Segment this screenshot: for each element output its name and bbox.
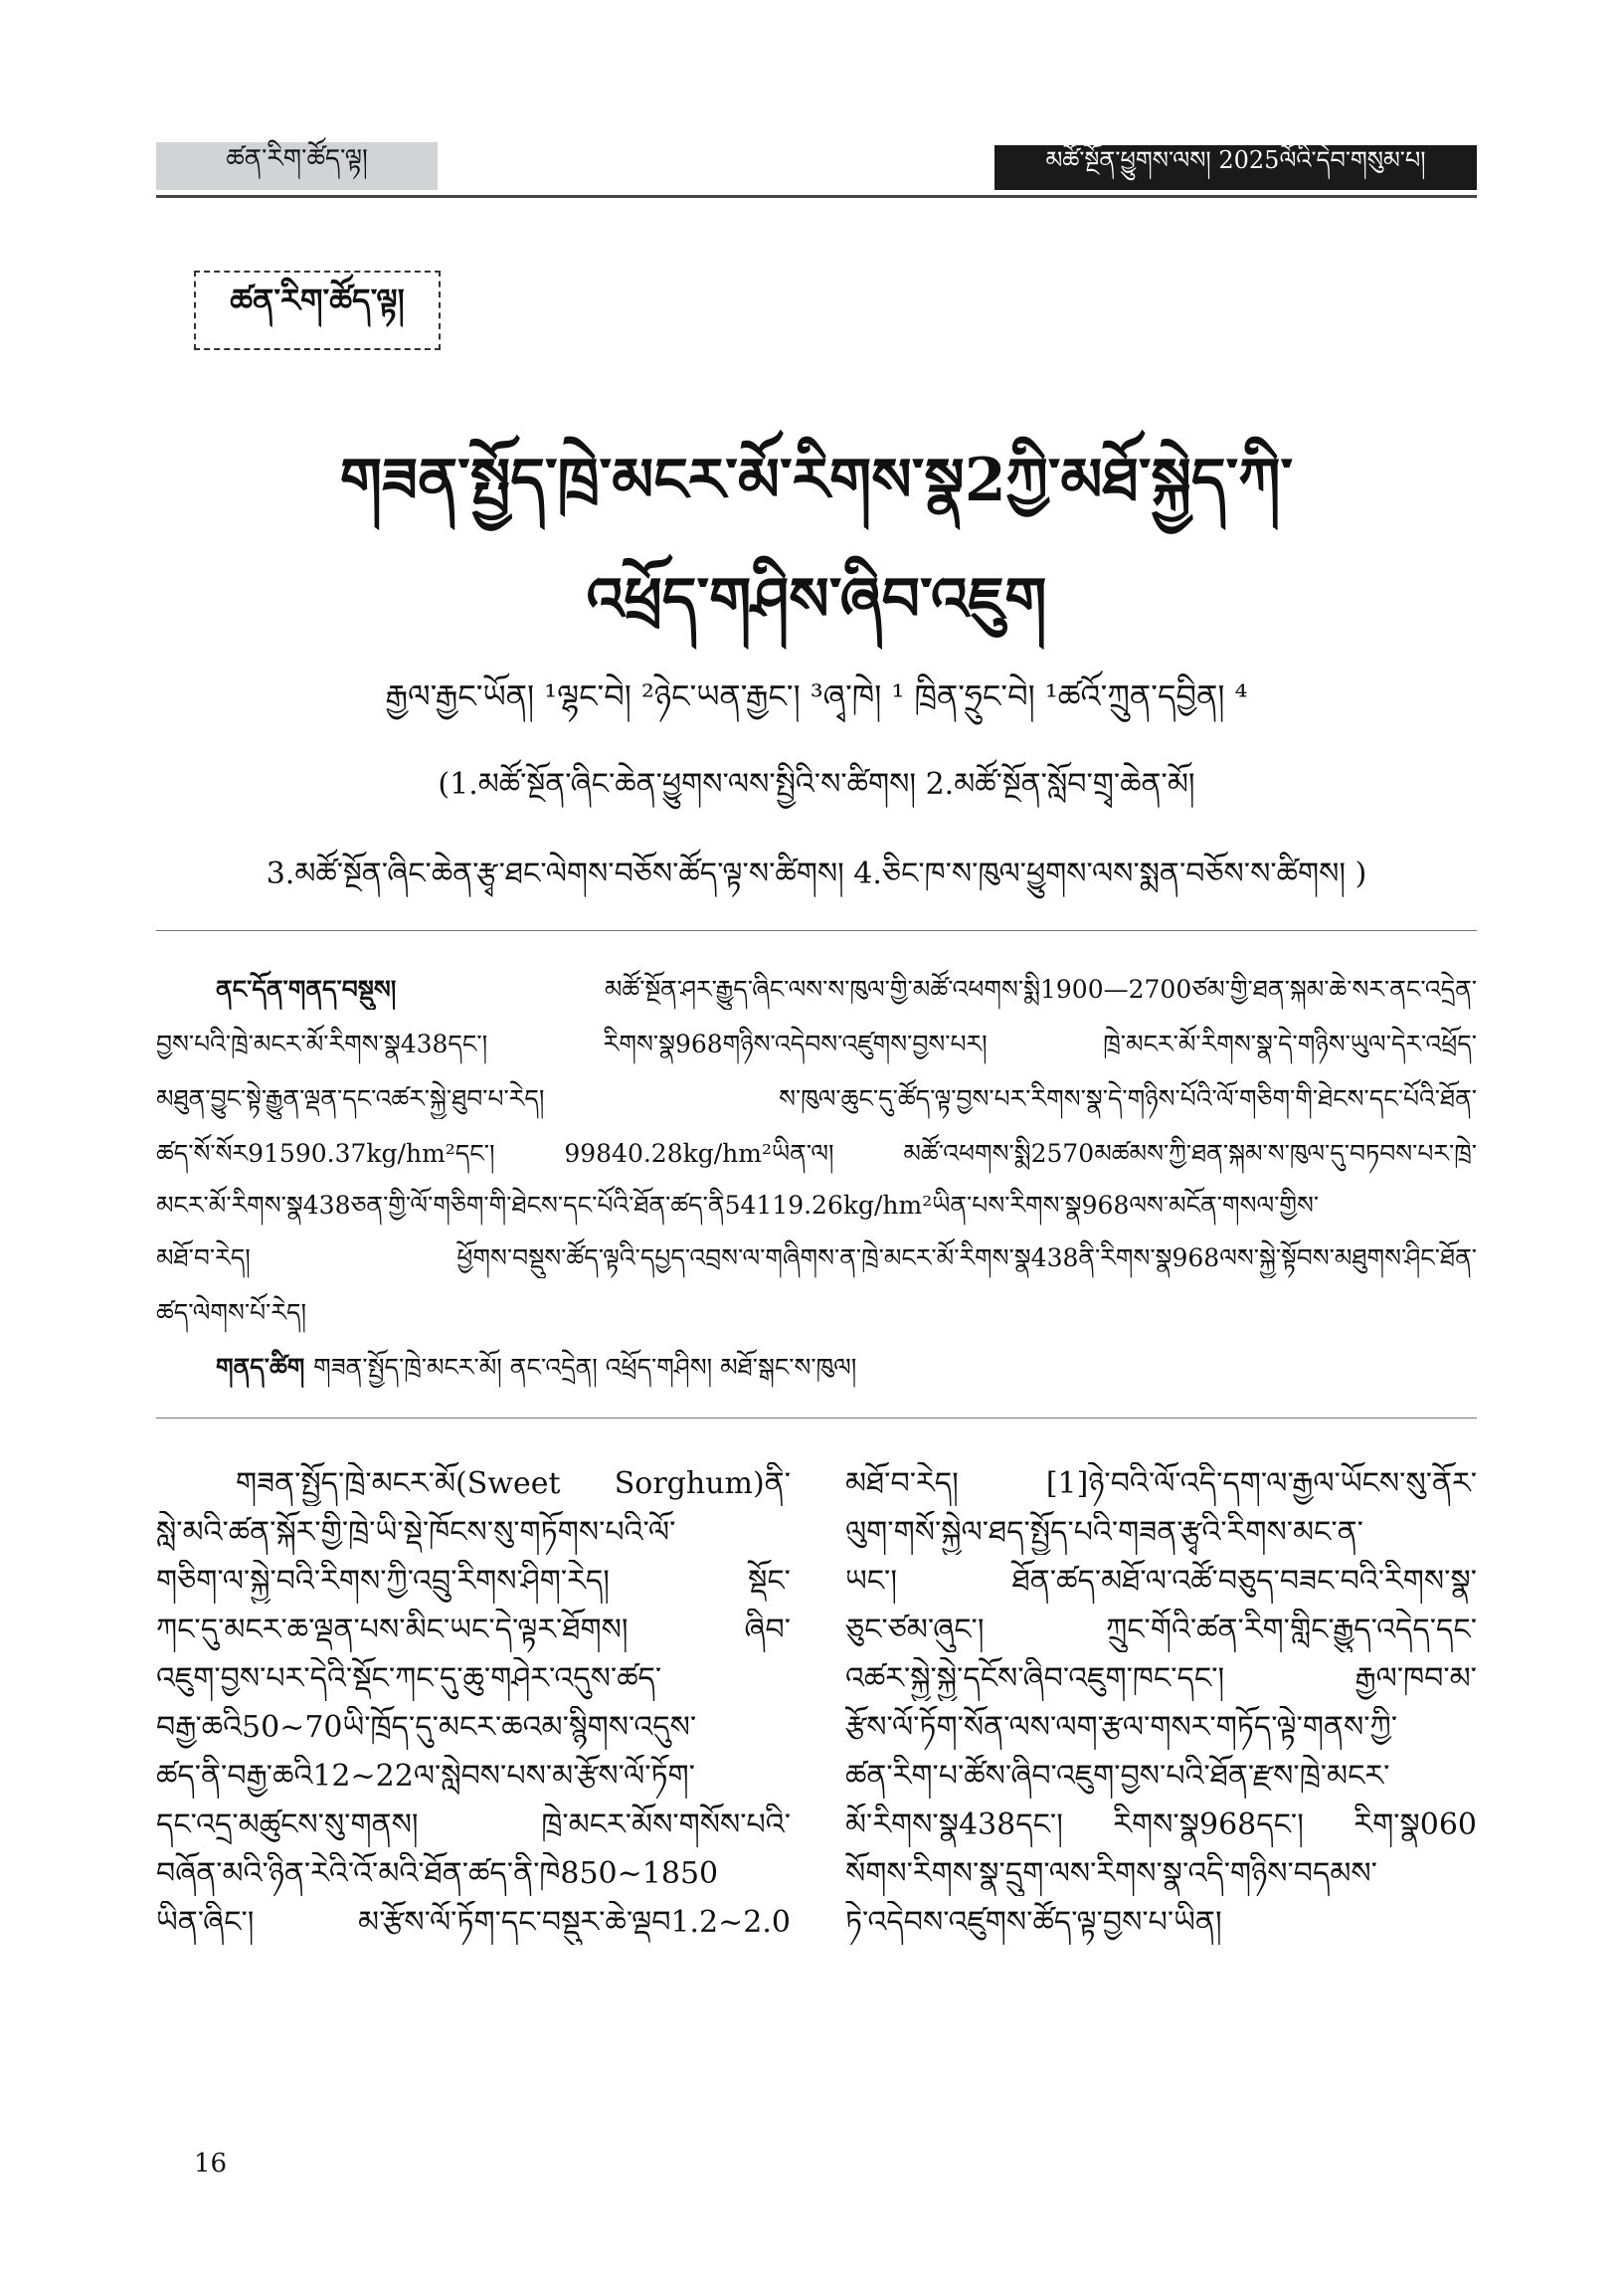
affiliation-line-1: (1.མཚོ་སྔོན་ཞིང་ཆེན་ཕྱུགས་ལས་སྤྱིའི་ས་ཚིགས། 2.མཚོ་སྔོན་སློབ་གྲྭ་ཆེན་མོ། — [438, 767, 1195, 802]
abstract-line: ཚད་སོ་སོར91590.37kg/hm²དང་། 99840.28kg/hm²ཡིན་ལ། མཚོ་འཕགས་སྨི2570མཚམས་ཀྱི་ཐན་སྐམ་ས་ཁུལ་དུ་བཏབས་པར་ཁྲེ་ — [156, 1139, 1477, 1168]
body-line: སླེ་མའི་ཚན་སྐོར་གྱི་ཁྲེ་ཡི་སྡེ་ཁོངས་སུ་གཏོགས་པའི་ལོ་ — [156, 1515, 676, 1550]
section-label: ཚན་རིག་ཚོད་ལྟ། — [230, 282, 405, 319]
article-title-line-1: གཟན་སྤྱོད་ཁྲེ་མངར་མོ་རིགས་སྣ2ཀྱི་མཐོ་སྐྱེད་ཀི་ — [339, 446, 1294, 515]
journal-issue-label: མཚོ་སྔོན་ཕྱུགས་ལས། 2025ལོའི་དེབ་གསུམ་པ། — [1045, 146, 1426, 174]
body-line: དང་འདྲ་མཚུངས་སུ་གནས། ཁྲེ་མངར་མོས་གསོས་པའི་ — [156, 1807, 791, 1842]
body-line: མོ་རིགས་སྣ438དང་། རིགས་སྣ968དང་། རིག་སྣ060 — [845, 1807, 1477, 1842]
abstract-bottom-divider — [156, 1418, 1477, 1419]
journal-header — [994, 145, 1477, 190]
body-line: བརྒྱ་ཆའི50~70ཡི་ཁྲོད་དུ་མངར་ཆའམ་སྙིགས་འདུས་ — [156, 1710, 697, 1745]
section-label-box — [194, 271, 441, 350]
body-line: མཐོ་བ་རེད། [1]ཉེ་བའི་ལོ་འདི་དག་ལ་རྒྱལ་ཡོངས་སུ་ནོར་ — [845, 1466, 1477, 1501]
body-line: འཚར་སྐྱེ་སྐྱེ་དངོས་ཞིབ་འཇུག་ཁང་དང་། རྒྱལ་ཁབ་མ་ — [845, 1661, 1477, 1696]
section-header-label: ཚན་རིག་ཚོད་ལྟ། — [226, 143, 368, 174]
page-number: 16 — [194, 2149, 228, 2179]
abstract-line: མངར་མོ་རིགས་སྣ438ཅན་གྱི་ལོ་གཅིག་གི་ཐེངས་དང་པོའི་ཐོན་ཚད་ནི54119.26kg/hm²ཡིན་པས་རིགས་སྣ968ལས་མངོན་གསལ་གྱིས་ — [156, 1191, 1320, 1220]
affiliation-line-2: 3.མཚོ་སྔོན་ཞིང་ཆེན་རྩྭ་ཐང་ལེགས་བཅོས་ཚོད་ལྟ་ས་ཚིགས། 4.ཅིང་ཁ་ས་ཁུལ་ཕྱུགས་ལས་སྨན་བཅོས་ས་ཚིགས། ) — [266, 856, 1367, 891]
body-line: ལུག་གསོ་སྐྱེལ་ཐད་སྤྱོད་པའི་གཟན་རྩྭའི་རིགས་མང་ན་ — [845, 1515, 1363, 1550]
body-line: ཚད་ནི་བརྒྱ་ཆའི12~22ལ་སླེབས་པས་མ་རྩོས་ལོ་ཏོག་ — [156, 1759, 695, 1794]
body-line: བཞོན་མའི་ཉིན་རེའི་འོ་མའི་ཐོན་ཚད་ནི་ཁེ850~1850 — [156, 1856, 719, 1891]
keywords — [156, 1348, 1477, 1388]
body-line: ཡིན་ཞིང་། མ་རྩོས་ལོ་ཏོག་དང་བསྡུར་ཆེ་ལྡབ1.2~2.0 — [156, 1905, 791, 1940]
abstract-text: མཚོ་སྔོན་ཤར་རྒྱུད་ཞིང་ལས་ས་ཁུལ་གྱི་མཚོ་འཕགས་སྨི1900—2700ཙམ་གྱི་ཐན་སྐམ་ཆེ་སར་ནང་འདྲེན་ — [604, 975, 1477, 1004]
body-line: ཡང་། ཐོན་ཚད་མཐོ་ལ་འཚོ་བཅུད་བཟང་བའི་རིགས་སྣ་ — [845, 1564, 1477, 1599]
abstract-line: ཚད་ལེགས་པོ་རེད། — [156, 1298, 307, 1327]
abstract-line — [156, 970, 1477, 1010]
keywords-label: གནད་ཚིག — [216, 1353, 314, 1382]
abstract-line: མཐུན་བྱུང་སྟེ་རྒྱུན་ལྡན་དང་འཚར་སྐྱེ་ཐུབ་པ་རེད། ས་ཁུལ་ཆུང་དུ་ཚོད་ལྟ་བྱས་པར་རིགས་སྣ་དེ་གཉིས་པོའི་ལོ་གཅིག་གི་ཐེངས་དང་པོའི་ཐོན་ — [156, 1084, 1477, 1113]
abstract-line: མཐོ་བ་རེད། ཕྱོགས་བསྡུས་ཚོད་ལྟའི་དཔྱད་འབྲས་ལ་གཞིགས་ན་ཁྲེ་མངར་མོ་རིགས་སྣ438ནི་རིགས་སྣ968ལས་སྐྱེ་སྟོབས་མཐུགས་ཤིང་ཐོན་ — [156, 1243, 1477, 1272]
abstract-top-divider — [156, 930, 1477, 931]
body-line: ཚན་རིག་པ་ཚོས་ཞིབ་འཇུག་བྱས་པའི་ཐོན་རྫས་ཁྲེ་མངར་ — [845, 1759, 1390, 1794]
header-divider — [156, 195, 1477, 198]
author-list: རྒྱལ་རྒྱང་ཡོན། ¹ལྷང་བེ། ²ཉེང་ཡན་རྒྱང་། ³ཞྭ་ཁེ། ¹ ཁྲིན་ཧྲུང་བེ། ¹ཚའོ་ཀྲུན་དབྱིན། ⁴ — [385, 677, 1248, 715]
section-header — [156, 142, 438, 190]
keywords-text: གཟན་སྤྱོད་ཁྲེ་མངར་མོ། ནང་འདྲེན། འཕྲོད་གཤིས། མཐོ་སྒང་ས་ཁུལ། — [313, 1353, 857, 1382]
body-line: ཀང་དུ་མངར་ཆ་ལྡན་པས་མིང་ཡང་དེ་ལྟར་ཐོགས། ཞིབ་ — [156, 1613, 791, 1647]
body-line: གཅིག་ལ་སྐྱེ་བའི་རིགས་ཀྱི་འབྲུ་རིགས་ཤིག་རེད། སྡོང་ — [156, 1564, 791, 1599]
body-line: ཏེ་འདེབས་འཛུགས་ཚོད་ལྟ་བྱས་པ་ཡིན། — [845, 1905, 1222, 1940]
body-line: ཅུང་ཙམ་ཞུང་། ཀྲུང་གོའི་ཚན་རིག་གླིང་རྒྱུད་འདེད་དང་ — [845, 1613, 1477, 1647]
body-line: རྩོས་ལོ་ཏོག་སོན་ལས་ལག་རྩལ་གསར་གཏོད་ལྟེ་གནས་ཀྱི་ — [845, 1710, 1398, 1745]
article-title-line-2: འཕྲོད་གཤིས་ཞིབ་འཇུག — [586, 565, 1047, 635]
body-line: འཇུག་བྱས་པར་དེའི་སྡོང་ཀང་དུ་ཆུ་གཤེར་འདུས་ཚད་ — [156, 1661, 662, 1696]
body-line: སོགས་རིགས་སྣ་དྲུག་ལས་རིགས་སྣ་འདི་གཉིས་བདམས་ — [845, 1856, 1377, 1891]
abstract-label: ནང་དོན་གནད་བསྡུས། — [216, 975, 605, 1004]
abstract-line: བྱས་པའི་ཁྲེ་མངར་མོ་རིགས་སྣ438དང་། རིགས་སྣ968གཉིས་འདེབས་འཛུགས་བྱས་པར། ཁྲེ་མངར་མོ་རིགས་སྣ་དེ་གཉིས་ཡུལ་དེར་འཕྲོད་ — [156, 1030, 1477, 1058]
body-line: གཟན་སྤྱོད་ཁྲེ་མངར་མོ(Sweet Sorghum)ནི་ — [236, 1466, 791, 1501]
